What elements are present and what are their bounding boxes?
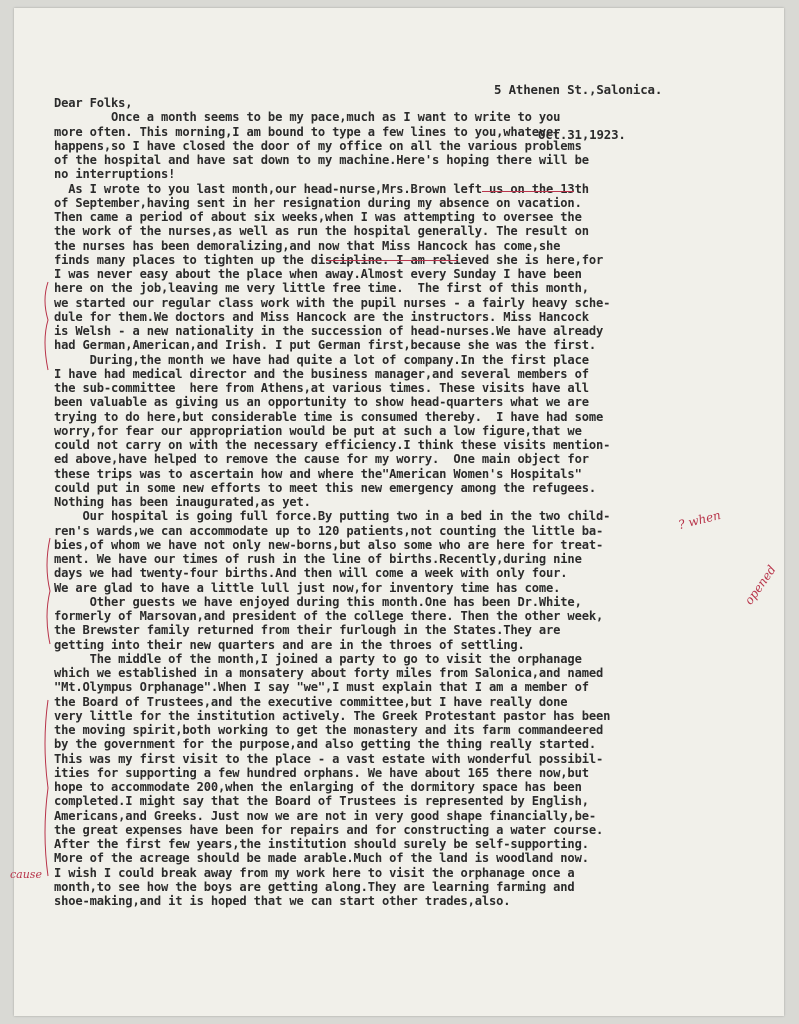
letter-line: ities for supporting a few hundred orphans. We have about 165 there now,but bbox=[54, 765, 589, 780]
letter-line: very little for the institution actively. The Greek Protestant pastor has been bbox=[54, 708, 611, 723]
letter-line: Then came a period of about six weeks,when I was attempting to oversee the bbox=[54, 210, 582, 224]
letter-line: Once a month seems to be my pace,much as I want to write to you bbox=[54, 110, 561, 125]
letter-line: We are glad to have a little lull just now,for inventory time has come. bbox=[54, 580, 561, 595]
margin-bracket-1 bbox=[40, 280, 52, 372]
letter-line: the Brewster family returned from their furlough in the States.They are bbox=[54, 623, 561, 638]
letter-line: As I wrote to you last month,our head-nurse,Mrs.Brown left us on the 13th bbox=[54, 181, 589, 196]
underline-mrs-brown bbox=[482, 191, 574, 192]
letter-line: dule for them.We doctors and Miss Hancock are the instructors. Miss Hancock bbox=[54, 309, 589, 324]
letter-line: happens,so I have closed the door of my office on all the various problems bbox=[54, 138, 582, 153]
margin-note-when: ? when bbox=[676, 507, 723, 533]
letter-line: we started our regular class work with the pupil nurses - a fairly heavy sche- bbox=[54, 295, 611, 310]
letter-line: Americans,and Greeks. Just now we are not in very good shape financially,be- bbox=[54, 808, 596, 823]
letter-line: could not carry on with the necessary efficiency.I think these visits mention- bbox=[54, 438, 611, 452]
letter-line: ed above,have helped to remove the cause for my worry. One main object for bbox=[54, 452, 589, 467]
letter-line: had German,American,and Irish. I put German first,because she was the first. bbox=[54, 338, 596, 353]
letter-line: the work of the nurses,as well as run the hospital generally. The result on bbox=[54, 224, 589, 239]
letter-line: worry,for fear our appropriation would be put at such a low figure,that we bbox=[54, 423, 582, 438]
letter-line: these trips was to ascertain how and where the"American Women's Hospitals" bbox=[54, 466, 582, 481]
letter-line: Dear Folks, bbox=[54, 96, 133, 110]
letter-line: I wish I could break away from my work here to visit the orphanage once a bbox=[54, 865, 575, 880]
letter-line: which we established in a monsatery about forty miles from Salonica,and named bbox=[54, 666, 604, 680]
letter-line: month,to see how the boys are getting along.They are learning farming and bbox=[54, 879, 575, 894]
letter-line: bies,of whom we have not only new-borns,but also some who are here for treat- bbox=[54, 537, 604, 552]
letter-line: been valuable as giving us an opportunity to show head-quarters what we are bbox=[54, 395, 589, 410]
letter-line: Nothing has been inaugurated,as yet. bbox=[54, 495, 311, 509]
letter-line: Our hospital is going full force.By putting two in a bed in the two child- bbox=[54, 509, 611, 524]
letter-line: by the government for the purpose,and also getting the thing really started. bbox=[54, 737, 596, 752]
letter-line: I have had medical director and the business manager,and several members of bbox=[54, 366, 589, 381]
letter-line: the Board of Trustees,and the executive committee,but I have really done bbox=[54, 694, 568, 709]
letter-line: shoe-making,and it is hoped that we can start other trades,also. bbox=[54, 894, 511, 908]
letter-line: could put in some new efforts to meet this new emergency among the refugees. bbox=[54, 480, 596, 495]
letter-line: During,the month we have had quite a lot of company.In the first place bbox=[54, 352, 589, 367]
letter-line: of the hospital and have sat down to my machine.Here's hoping there will be bbox=[54, 153, 589, 167]
letter-line: no interruptions! bbox=[54, 167, 176, 182]
letter-line: of September,having sent in her resignation during my absence on vacation. bbox=[54, 195, 582, 210]
letter-line: finds many places to tighten up the discipline. I am relieved she is here,for bbox=[54, 252, 604, 267]
letter-line: getting into their new quarters and are in the throes of settling. bbox=[54, 637, 525, 652]
underline-miss-hancock bbox=[326, 260, 458, 261]
letter-line: formerly of Marsovan,and president of the college there. Then the other week, bbox=[54, 609, 604, 623]
letter-line: trying to do here,but considerable time is consumed thereby. I have had some bbox=[54, 409, 604, 424]
letter-line: is Welsh - a new nationality in the succession of head-nurses.We have already bbox=[54, 324, 604, 338]
margin-note-opened: opened bbox=[741, 562, 779, 608]
margin-bracket-2 bbox=[42, 536, 54, 646]
letter-line: the great expenses have been for repairs and for constructing a water course. bbox=[54, 822, 604, 837]
letter-line: This was my first visit to the place - a vast estate with wonderful possibil- bbox=[54, 751, 604, 766]
letter-line: The middle of the month,I joined a party to go to visit the orphanage bbox=[54, 651, 582, 666]
letter-line: ment. We have our times of rush in the line of births.Recently,during nine bbox=[54, 552, 582, 566]
letter-line: Other guests we have enjoyed during this month.One has been Dr.White, bbox=[54, 594, 582, 609]
letter-line: More of the acreage should be made arable.Much of the land is woodland now. bbox=[54, 851, 589, 866]
letter-line: After the first few years,the institution should surely be self-supporting. bbox=[54, 837, 589, 851]
margin-note-cause: cause bbox=[10, 868, 42, 881]
letter-line: more often. This morning,I am bound to type a few lines to you,whatever bbox=[54, 124, 561, 139]
letter-line: I was never easy about the place when away.Almost every Sunday I have been bbox=[54, 267, 582, 281]
letter-lines bbox=[54, 96, 610, 908]
margin-bracket-3 bbox=[40, 698, 52, 878]
sender-address: 5 Athenen St.,Salonica. bbox=[494, 82, 663, 97]
letter-line: completed.I might say that the Board of Trustees is represented by English, bbox=[54, 794, 589, 809]
letter-date: Oct.31,1923. bbox=[538, 127, 626, 142]
letter-line: the sub-committee here from Athens,at various times. These visits have all bbox=[54, 381, 589, 395]
letter-line: days we had twenty-four births.And then will come a week with only four. bbox=[54, 566, 568, 581]
letter-line: the moving spirit,both working to get the monastery and its farm commandeered bbox=[54, 723, 604, 737]
letter-page bbox=[10, 8, 784, 1016]
letter-line: hope to accommodate 200,when the enlarging of the dormitory space has been bbox=[54, 780, 582, 794]
letter-line: here on the job,leaving me very little free time. The first of this month, bbox=[54, 281, 589, 296]
letter-line: the nurses has been demoralizing,and now that Miss Hancock has come,she bbox=[54, 238, 561, 253]
letter-line: ren's wards,we can accommodate up to 120 patients,not counting the little ba- bbox=[54, 523, 604, 538]
letter-line: "Mt.Olympus Orphanage".When I say "we",I must explain that I am a member of bbox=[54, 680, 589, 695]
